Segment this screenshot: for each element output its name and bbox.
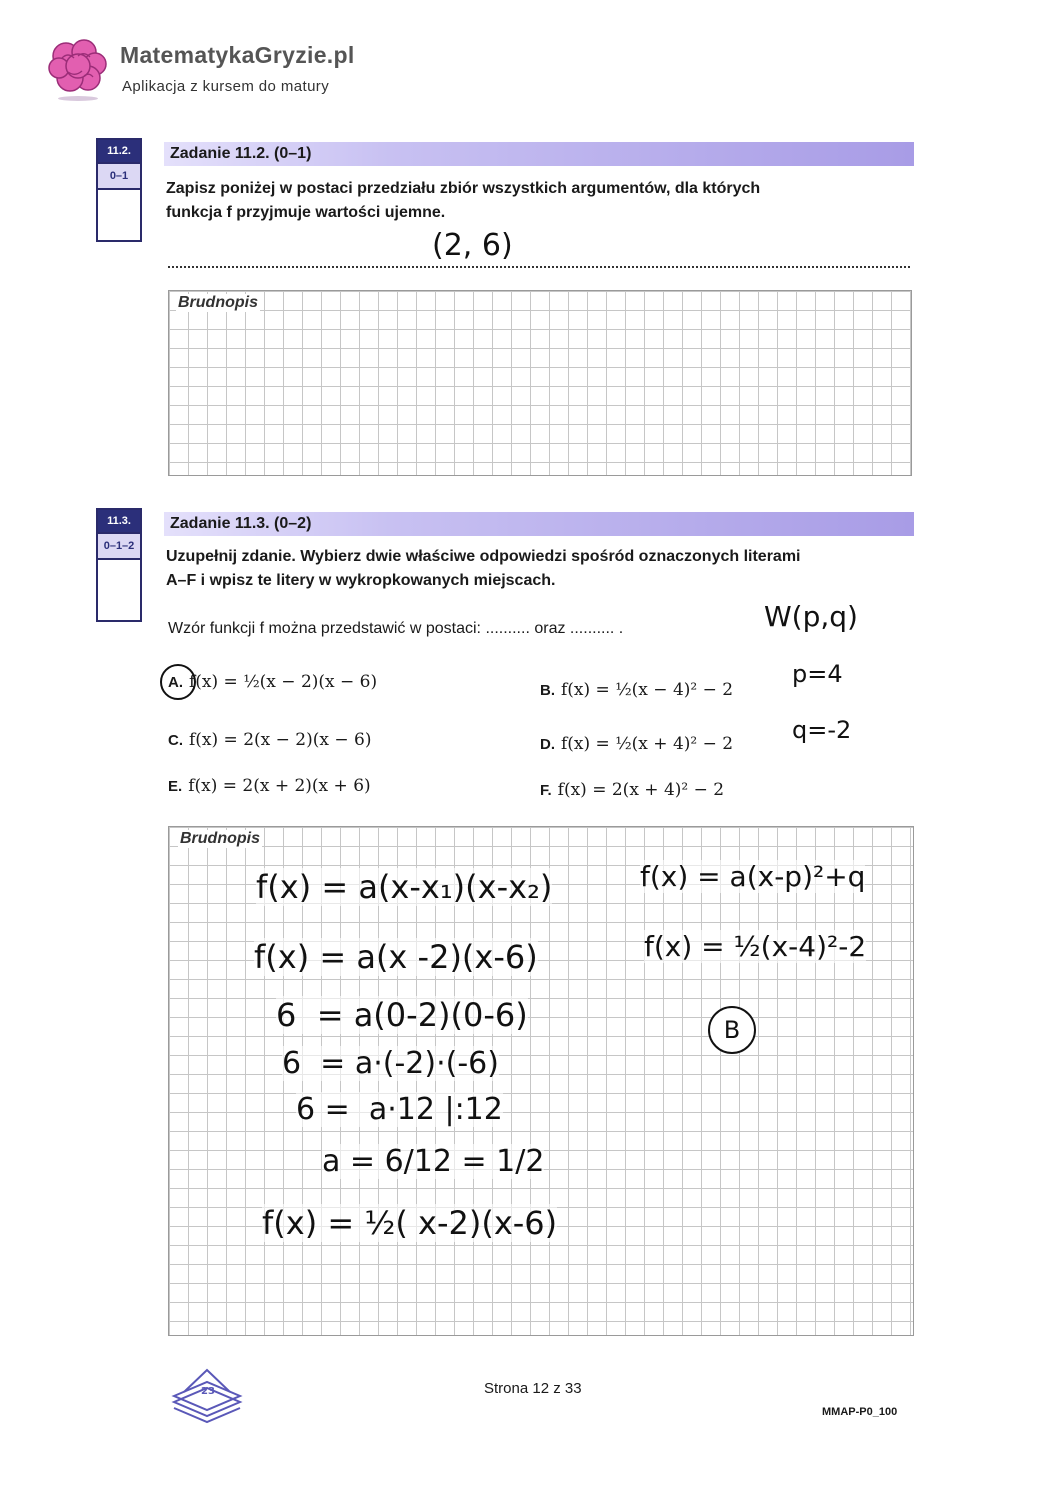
circled-answer-mark (160, 664, 196, 700)
scratch-label: Brudnopis (178, 294, 258, 311)
handwritten-note-q: q=-2 (792, 716, 852, 744)
task-points: 0–1–2 (98, 532, 140, 560)
circled-answer-b: B (708, 1006, 756, 1054)
option-d[interactable] (540, 734, 733, 754)
handwritten-note-vertex: W(p,q) (764, 600, 858, 633)
option-letter: C. (168, 732, 183, 749)
option-letter: F. (540, 782, 552, 799)
exam-code: MMAP-P0_100 (822, 1406, 898, 1418)
work-line: f(x) = ½(x-4)²-2 (644, 930, 867, 963)
logo-shadow (58, 96, 98, 101)
option-letter: E. (168, 778, 183, 795)
task-instruction-line2: A–F i wpisz te litery w wykropkowanych miejscach. (166, 572, 556, 589)
task-instruction-line2: funkcja f przyjmuje wartości ujemne. (166, 204, 446, 221)
scratch-label: Brudnopis (180, 830, 260, 847)
score-field[interactable] (98, 560, 140, 620)
task-header: Zadanie 11.2. (0–1) (164, 142, 914, 166)
handwritten-answer: (2, 6) (432, 228, 513, 263)
work-line: 6 = a(0-2)(0-6) (276, 996, 528, 1034)
work-line: f(x) = ½( x-2)(x-6) (262, 1204, 558, 1242)
option-letter: A. (168, 674, 183, 691)
option-formula: f(x) = ½(x − 4)² − 2 (561, 680, 734, 700)
score-box-11-3 (96, 508, 142, 622)
work-line: f(x) = a(x-p)²+q (640, 860, 866, 893)
logo-subtitle: Aplikacja z kursem do matury (122, 78, 330, 95)
sentence-to-complete: Wzór funkcji f można przedstawić w postaci: .......... oraz .......... . (168, 620, 624, 637)
page-number: Strona 12 z 33 (484, 1380, 582, 1397)
option-letter: D. (540, 736, 555, 753)
option-a[interactable] (168, 672, 377, 692)
task-number: 11.3. (98, 510, 140, 532)
cke-stack-logo-icon (170, 1366, 244, 1424)
option-f[interactable] (540, 780, 724, 800)
option-e[interactable] (168, 776, 371, 796)
brain-logo-icon (48, 38, 108, 94)
scratch-grid (168, 290, 912, 476)
task-instruction-line1: Zapisz poniżej w postaci przedziału zbiór wszystkich argumentów, dla których (166, 180, 761, 197)
option-formula: f(x) = 2(x + 4)² − 2 (557, 780, 725, 800)
option-formula: f(x) = 2(x − 2)(x − 6) (189, 730, 372, 750)
option-c[interactable] (168, 730, 371, 750)
task-points: 0–1 (98, 162, 140, 190)
option-formula: f(x) = ½(x − 2)(x − 6) (189, 672, 378, 692)
work-line: 6 = a·(-2)·(-6) (282, 1046, 499, 1081)
work-line: 6 = a·12 |:12 (296, 1092, 503, 1127)
option-formula: f(x) = ½(x + 4)² − 2 (561, 734, 734, 754)
score-box-11-2 (96, 138, 142, 242)
option-letter: B. (540, 682, 555, 699)
score-field[interactable] (98, 190, 140, 240)
option-formula: f(x) = 2(x + 2)(x + 6) (188, 776, 371, 796)
work-line: f(x) = a(x-x₁)(x-x₂) (256, 868, 553, 906)
work-line: f(x) = a(x -2)(x-6) (254, 938, 538, 976)
svg-text:23: 23 (201, 1386, 215, 1397)
answer-line[interactable] (168, 266, 910, 268)
task-number: 11.2. (98, 140, 140, 162)
work-line: a = 6/12 = 1/2 (322, 1144, 545, 1179)
logo-title[interactable]: MatematykaGryzie.pl (120, 42, 355, 68)
task-instruction-line1: Uzupełnij zdanie. Wybierz dwie właściwe odpowiedzi spośród oznaczonych literami (166, 548, 801, 565)
handwritten-note-p: p=4 (792, 660, 843, 688)
option-b[interactable] (540, 680, 733, 700)
task-header: Zadanie 11.3. (0–2) (164, 512, 914, 536)
